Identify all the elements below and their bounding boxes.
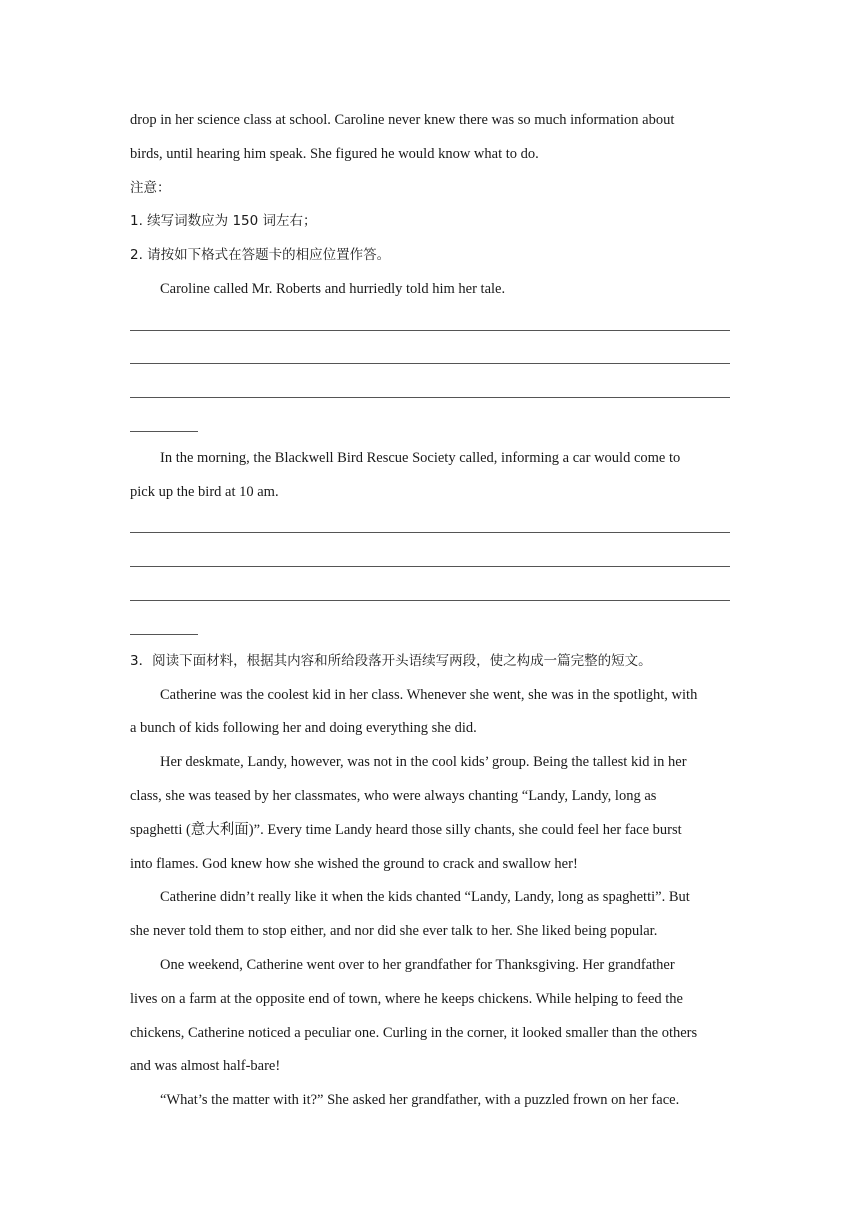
answer-line-short xyxy=(130,408,730,442)
story-paragraph-line: Her deskmate, Landy, however, was not in the cool kids’ group. Being the tallest kid in her xyxy=(160,754,687,771)
answer-line xyxy=(130,543,730,577)
notes-heading: 注意： xyxy=(130,179,171,196)
story-paragraph-line: One weekend, Catherine went over to her grandfather for Thanksgiving. Her grandfather xyxy=(160,956,675,973)
answer-line xyxy=(130,341,730,375)
story-paragraph-line: class, she was teased by her classmates, who were always chanting “Landy, Landy, long as xyxy=(130,787,657,804)
passage-text-line: birds, until hearing him speak. She figured he would know what to do. xyxy=(130,145,539,162)
note-item: 1. 续写词数应为 150 词左右； xyxy=(130,213,317,230)
paragraph-opener: In the morning, the Blackwell Bird Rescue Society called, informing a car would come to xyxy=(160,449,681,466)
passage-text-line: drop in her science class at school. Caroline never knew there was so much information about xyxy=(130,112,675,128)
answer-line xyxy=(130,577,730,611)
story-paragraph-line: into flames. God knew how she wished the ground to crack and swallow her! xyxy=(130,855,578,872)
question-instruction: 3．阅读下面材料，根据其内容和所给段落开头语续写两段，使之构成一篇完整的短文。 xyxy=(130,652,652,669)
answer-line-short xyxy=(130,611,730,645)
story-paragraph-line: and was almost half-bare! xyxy=(130,1058,281,1075)
story-paragraph-line: Catherine didn’t really like it when the kids chanted “Landy, Landy, long as spaghetti”. But xyxy=(160,889,690,906)
paragraph-opener: Caroline called Mr. Roberts and hurriedly told him her tale. xyxy=(160,280,506,297)
story-paragraph-line: Catherine was the coolest kid in her class. Whenever she went, she was in the spotlight, with xyxy=(160,686,698,703)
answer-line xyxy=(130,510,730,544)
story-paragraph-line: lives on a farm at the opposite end of town, where he keeps chickens. While helping to feed the xyxy=(130,990,683,1007)
story-paragraph-line: a bunch of kids following her and doing everything she did. xyxy=(130,720,477,737)
answer-line xyxy=(130,374,730,408)
paragraph-opener-cont: pick up the bird at 10 am. xyxy=(130,483,279,500)
story-paragraph-line: spaghetti (意大利面)”. Every time Landy heard those silly chants, she could feel her face burst xyxy=(130,821,682,838)
story-paragraph-line: she never told them to stop either, and nor did she ever talk to her. She liked being popular. xyxy=(130,923,658,940)
answer-line xyxy=(130,307,730,341)
note-item: 2. 请按如下格式在答题卡的相应位置作答。 xyxy=(130,247,391,264)
story-paragraph-line: “What’s the matter with it?” She asked her grandfather, with a puzzled frown on her face. xyxy=(160,1092,680,1109)
document-page xyxy=(130,104,730,1118)
story-paragraph-line: chickens, Catherine noticed a peculiar one. Curling in the corner, it looked smaller than the others xyxy=(130,1024,698,1041)
